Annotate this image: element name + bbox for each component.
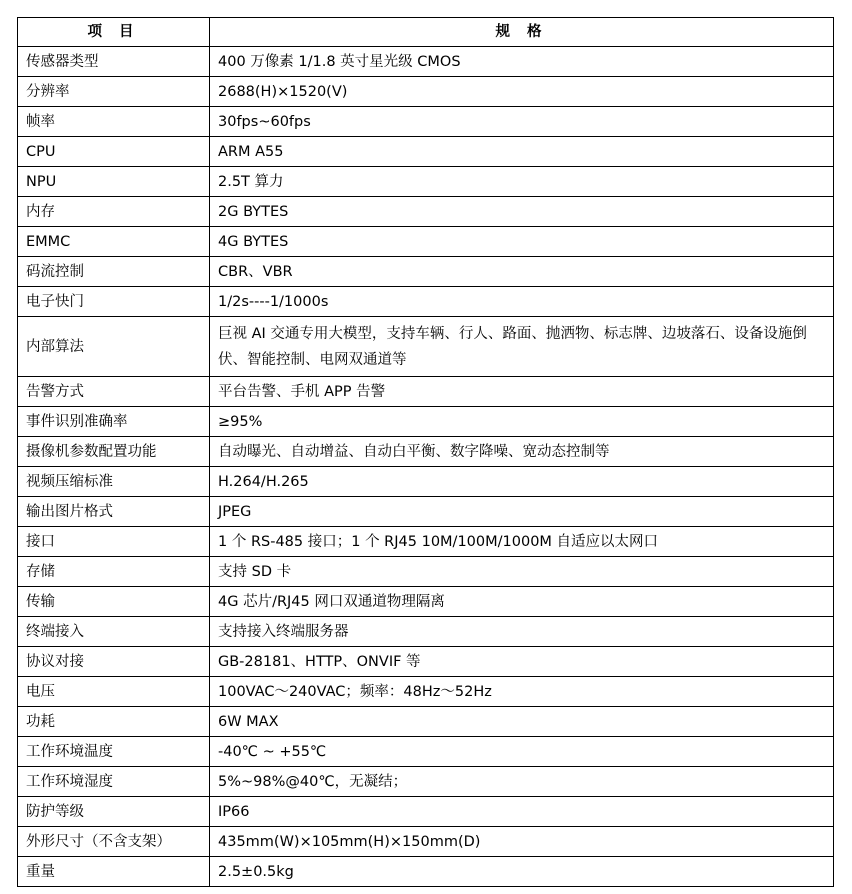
table-row — [18, 797, 834, 827]
row-spec-value: GB-28181、HTTP、ONVIF 等 — [210, 647, 834, 677]
row-spec-value: 支持 SD 卡 — [210, 557, 834, 587]
row-spec-value: JPEG — [210, 497, 834, 527]
row-item-label: 内存 — [18, 197, 210, 227]
table-row — [18, 707, 834, 737]
row-item-label: 分辨率 — [18, 77, 210, 107]
table-row — [18, 377, 834, 407]
table-row — [18, 677, 834, 707]
table-row — [18, 287, 834, 317]
header-spec: 规 格 — [210, 18, 834, 47]
row-item-label: 重量 — [18, 857, 210, 887]
row-spec-value: 2688(H)×1520(V) — [210, 77, 834, 107]
table-row — [18, 557, 834, 587]
table-row — [18, 77, 834, 107]
table-row — [18, 257, 834, 287]
row-item-label: 电子快门 — [18, 287, 210, 317]
row-spec-value: 30fps~60fps — [210, 107, 834, 137]
row-spec-value: ≥95% — [210, 407, 834, 437]
row-item-label: 工作环境温度 — [18, 737, 210, 767]
table-row — [18, 317, 834, 377]
table-row — [18, 497, 834, 527]
header-row — [18, 18, 834, 47]
row-item-label: 接口 — [18, 527, 210, 557]
row-item-label: 事件识别准确率 — [18, 407, 210, 437]
row-spec-value: 1/2s----1/1000s — [210, 287, 834, 317]
header-item: 项 目 — [18, 18, 210, 47]
table-row — [18, 617, 834, 647]
row-item-label: 摄像机参数配置功能 — [18, 437, 210, 467]
row-item-label: 电压 — [18, 677, 210, 707]
row-spec-value: 435mm(W)×105mm(H)×150mm(D) — [210, 827, 834, 857]
table-row — [18, 467, 834, 497]
row-item-label: EMMC — [18, 227, 210, 257]
table-row — [18, 827, 834, 857]
row-item-label: 存储 — [18, 557, 210, 587]
row-spec-value: 巨视 AI 交通专用大模型，支持车辆、行人、路面、抛洒物、标志牌、边坡落石、设备设施倒伏、智能控制、电网双通道等 — [210, 317, 834, 377]
table-row — [18, 857, 834, 887]
table-row — [18, 587, 834, 617]
table-row — [18, 647, 834, 677]
row-item-label: 传感器类型 — [18, 47, 210, 77]
row-item-label: 输出图片格式 — [18, 497, 210, 527]
table-row — [18, 227, 834, 257]
row-item-label: NPU — [18, 167, 210, 197]
row-spec-value: 400 万像素 1/1.8 英寸星光级 CMOS — [210, 47, 834, 77]
row-item-label: 终端接入 — [18, 617, 210, 647]
table-row — [18, 527, 834, 557]
row-spec-value: 平台告警、手机 APP 告警 — [210, 377, 834, 407]
row-spec-value: 6W MAX — [210, 707, 834, 737]
row-spec-value: H.264/H.265 — [210, 467, 834, 497]
table-row — [18, 767, 834, 797]
table-row — [18, 407, 834, 437]
row-spec-value: 100VAC～240VAC；频率：48Hz～52Hz — [210, 677, 834, 707]
row-spec-value: 支持接入终端服务器 — [210, 617, 834, 647]
table-row — [18, 47, 834, 77]
row-item-label: 视频压缩标准 — [18, 467, 210, 497]
spec-table-header — [18, 18, 834, 47]
table-row — [18, 107, 834, 137]
row-spec-value: 4G 芯片/RJ45 网口双通道物理隔离 — [210, 587, 834, 617]
row-spec-value: 2.5±0.5kg — [210, 857, 834, 887]
row-spec-value: ARM A55 — [210, 137, 834, 167]
row-item-label: 传输 — [18, 587, 210, 617]
table-row — [18, 167, 834, 197]
row-item-label: 内部算法 — [18, 317, 210, 377]
spec-table-body — [18, 47, 834, 887]
row-spec-value: 1 个 RS-485 接口；1 个 RJ45 10M/100M/1000M 自适应以太网口 — [210, 527, 834, 557]
row-spec-value: -40℃ ~ +55℃ — [210, 737, 834, 767]
table-row — [18, 137, 834, 167]
row-item-label: 帧率 — [18, 107, 210, 137]
table-row — [18, 737, 834, 767]
row-item-label: CPU — [18, 137, 210, 167]
row-item-label: 协议对接 — [18, 647, 210, 677]
table-row — [18, 437, 834, 467]
row-spec-value: 5%~98%@40℃，无凝结； — [210, 767, 834, 797]
row-spec-value: 自动曝光、自动增益、自动白平衡、数字降噪、宽动态控制等 — [210, 437, 834, 467]
row-item-label: 功耗 — [18, 707, 210, 737]
table-row — [18, 197, 834, 227]
row-item-label: 告警方式 — [18, 377, 210, 407]
row-item-label: 防护等级 — [18, 797, 210, 827]
row-spec-value: 4G BYTES — [210, 227, 834, 257]
row-spec-value: 2.5T 算力 — [210, 167, 834, 197]
row-item-label: 工作环境湿度 — [18, 767, 210, 797]
row-spec-value: CBR、VBR — [210, 257, 834, 287]
row-item-label: 外形尺寸（不含支架） — [18, 827, 210, 857]
spec-table — [17, 17, 834, 887]
row-spec-value: 2G BYTES — [210, 197, 834, 227]
row-item-label: 码流控制 — [18, 257, 210, 287]
row-spec-value: IP66 — [210, 797, 834, 827]
